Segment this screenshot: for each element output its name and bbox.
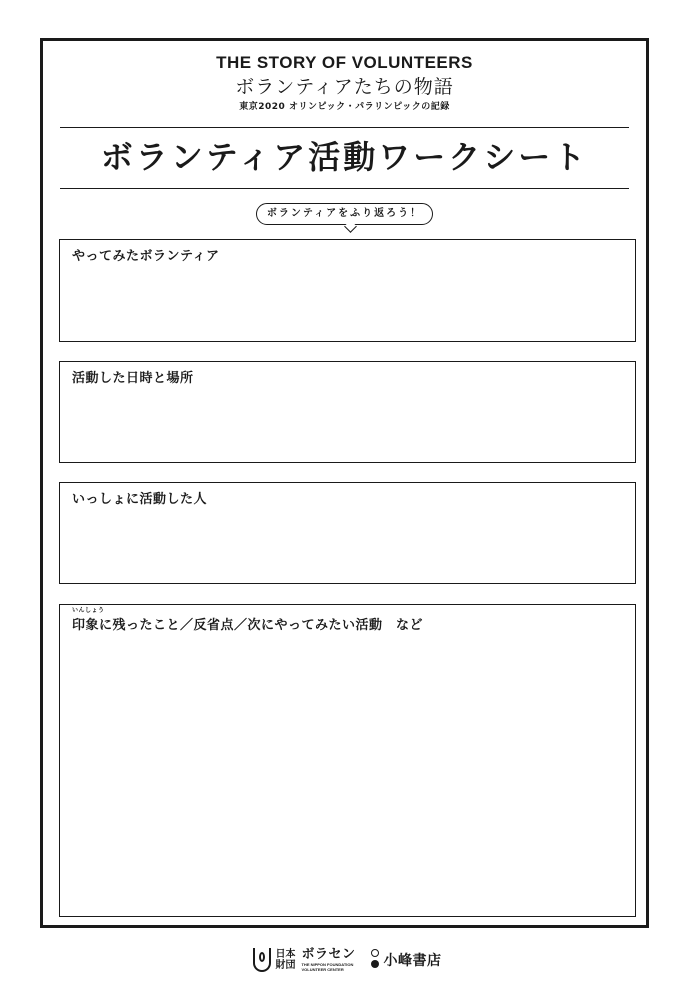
sheet-title: ボランティア活動ワークシート bbox=[100, 138, 589, 176]
publisher-logo bbox=[370, 949, 442, 971]
english-title: THE STORY OF VOLUNTEERS bbox=[216, 53, 473, 72]
japanese-subtitle: ボランティアたちの物語 bbox=[235, 76, 454, 98]
volunteer-center-text bbox=[301, 948, 355, 972]
field-volunteer-activity[interactable] bbox=[59, 239, 636, 342]
record-caption: 東京2020 オリンピック・パラリンピックの記録 bbox=[239, 102, 450, 112]
ruby-reading: いんしょう bbox=[72, 607, 105, 614]
speech-bubble bbox=[256, 203, 433, 225]
publisher-mark-icon bbox=[370, 949, 380, 971]
field-label-impressions: 印象に残ったこと／反省点／次にやってみたい活動 など bbox=[72, 618, 424, 633]
field-impressions[interactable] bbox=[59, 604, 636, 917]
foundation-mark-icon bbox=[253, 948, 271, 972]
volunteer-center-sub-2: VOLUNTEER CENTER bbox=[301, 967, 344, 972]
speech-bubble-wrap bbox=[43, 201, 646, 225]
field-label-volunteer-activity: やってみたボランティア bbox=[72, 249, 220, 264]
volunteer-center-main: ボラセン bbox=[301, 947, 356, 962]
worksheet-frame bbox=[40, 38, 649, 928]
top-divider bbox=[60, 127, 629, 128]
publisher-name: 小峰書店 bbox=[383, 953, 442, 969]
field-label-date-and-place: 活動した日時と場所 bbox=[72, 371, 194, 386]
volunteer-center-logo bbox=[253, 948, 355, 972]
bottom-divider bbox=[60, 188, 629, 189]
header bbox=[43, 53, 646, 113]
foundation-name: 日本財団 bbox=[275, 949, 296, 971]
speech-bubble-text: ボランティアをふり返ろう！ bbox=[266, 208, 423, 219]
field-date-and-place[interactable] bbox=[59, 361, 636, 463]
field-label-companions: いっしょに活動した人 bbox=[72, 492, 208, 507]
speech-bubble-tail bbox=[345, 220, 358, 233]
field-companions[interactable] bbox=[59, 482, 636, 584]
volunteer-center-sub-1: THE NIPPON FOUNDATION bbox=[301, 962, 354, 967]
footer-logos bbox=[0, 942, 695, 978]
